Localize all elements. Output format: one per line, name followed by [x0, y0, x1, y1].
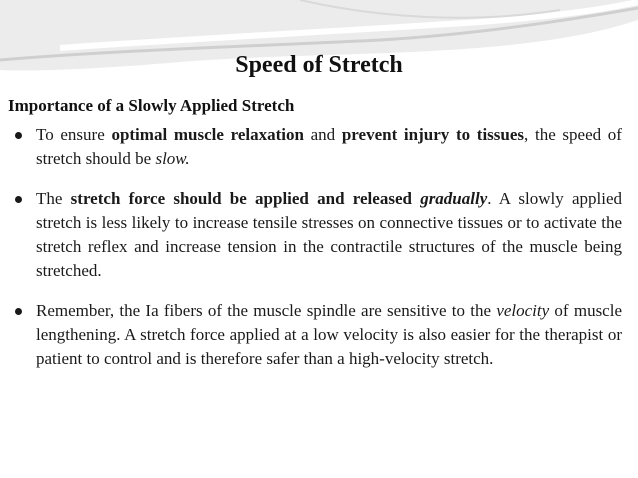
- emphasis-text: prevent injury to tissues: [341, 125, 525, 144]
- italic-text: slow.: [155, 149, 190, 168]
- bullet-text: of muscle lengthening. A stretch force applied at a low velocity is also easier for the therapist or patient to control and is therefore safer than a high-velocity stretch.: [36, 301, 622, 368]
- italic-text: velocity: [496, 301, 550, 320]
- bullet-dot-icon: [15, 308, 22, 315]
- slide-title: Speed of Stretch: [235, 52, 403, 78]
- bullet-text: , the speed of stretch should be: [36, 125, 622, 168]
- bullet-item: [14, 187, 622, 283]
- bullet-text: The: [36, 189, 71, 208]
- emphasis-text: stretch force should be applied and released: [70, 189, 421, 208]
- slide-subtitle: Importance of a Slowly Applied Stretch: [8, 96, 295, 115]
- bullet-dot-icon: [15, 132, 22, 139]
- bullet-text: and: [303, 125, 342, 144]
- emphasis-italic-text: gradually: [420, 189, 488, 208]
- bullet-list: [14, 123, 622, 371]
- bullet-text: To ensure: [36, 125, 112, 144]
- bullet-item: [14, 123, 622, 171]
- bullet-item: [14, 299, 622, 371]
- bullet-text: . A slowly applied stretch is less likely to increase tensile stresses on connective tissues or to activate the stretch reflex and increase tension in the contractile structures of the muscle being stretched.: [36, 189, 622, 280]
- emphasis-text: optimal muscle relaxation: [111, 125, 304, 144]
- bullet-dot-icon: [15, 196, 22, 203]
- bullet-text: Remember, the Ia fibers of the muscle spindle are sensitive to the: [36, 301, 497, 320]
